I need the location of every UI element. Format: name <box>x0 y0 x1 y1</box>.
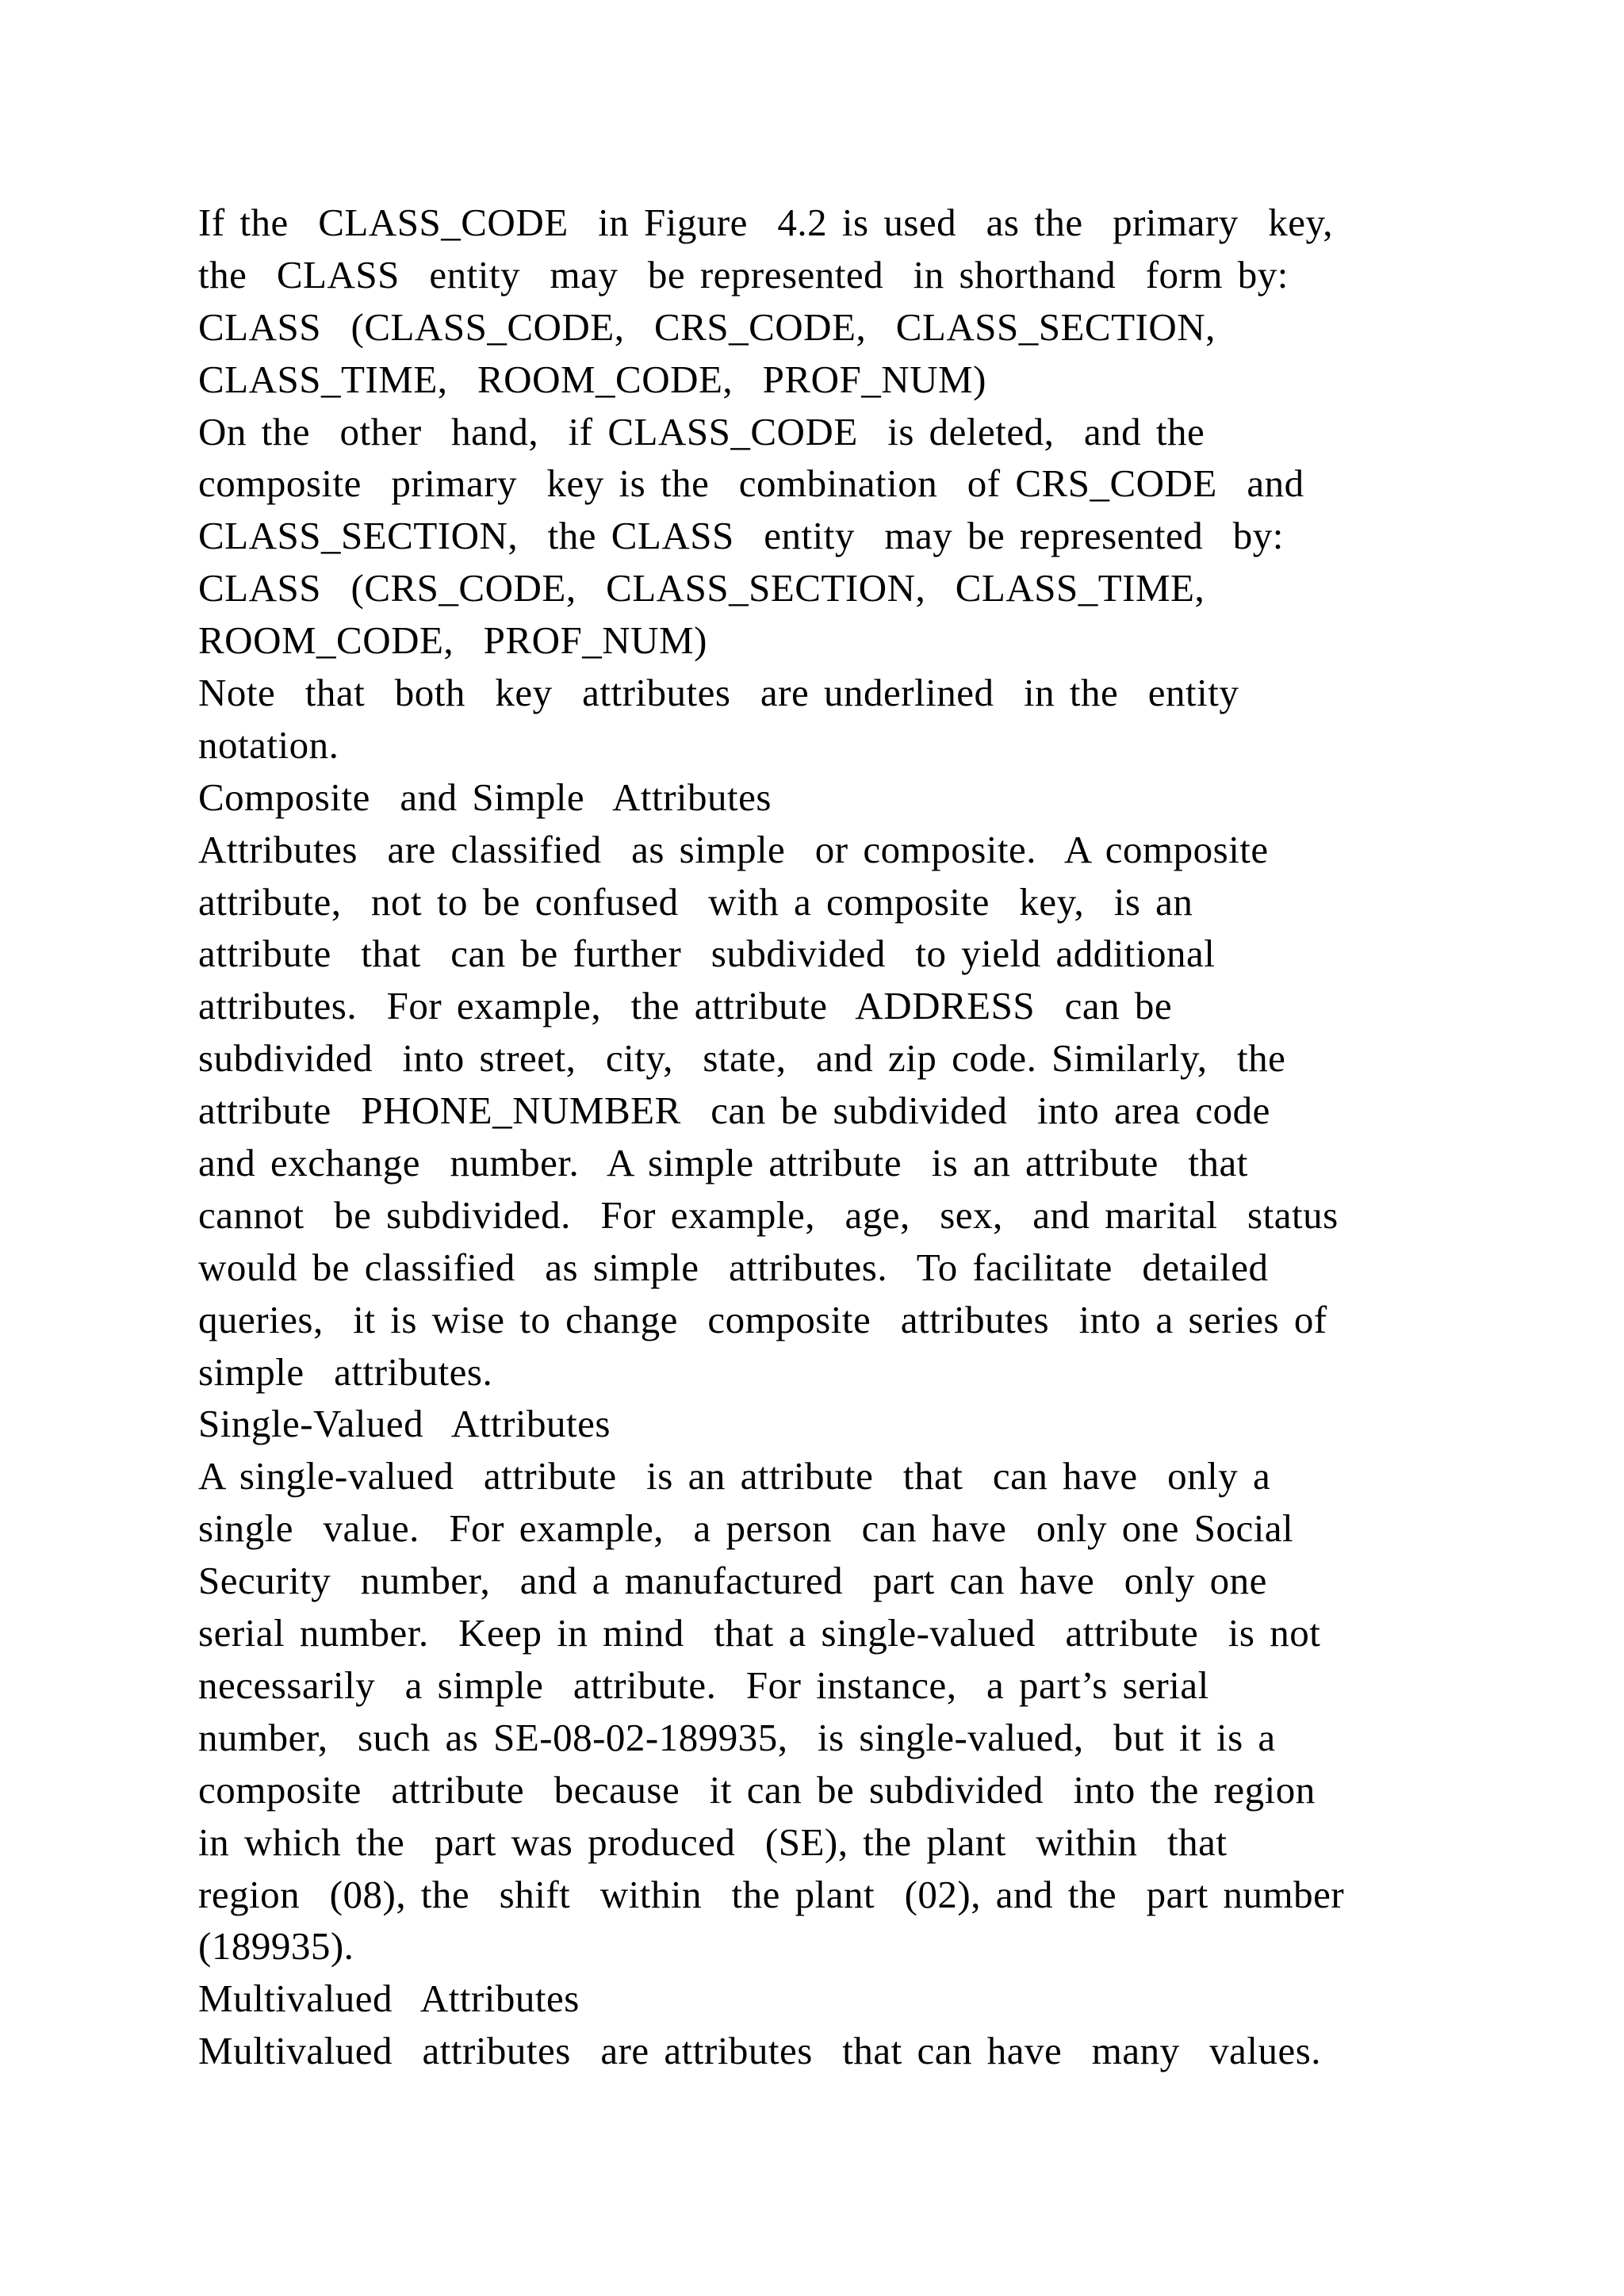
text-line: necessarily a simple attribute. For instance, a part’s serial <box>198 1663 1209 1707</box>
text-line: CLASS (CLASS_CODE, CRS_CODE, CLASS_SECTION, <box>198 304 1216 349</box>
text-line: notation. <box>198 722 339 767</box>
text-line: Multivalued attributes are attributes that can have many values. <box>198 2029 1322 2073</box>
section-heading: Multivalued Attributes <box>198 1976 580 2021</box>
text-line: and exchange number. A simple attribute is an attribute that <box>198 1141 1248 1185</box>
text-line: attribute PHONE_NUMBER can be subdivided into area code <box>198 1089 1270 1133</box>
text-line: simple attributes. <box>198 1349 493 1394</box>
text-line: composite primary key is the combination of CRS_CODE and <box>198 461 1304 506</box>
text-line: cannot be subdivided. For example, age, sex, and marital status <box>198 1192 1339 1237</box>
text-line: composite attribute because it can be subdivided into the region <box>198 1767 1316 1812</box>
text-line: ROOM_CODE, PROF_NUM) <box>198 618 707 663</box>
text-line: CLASS_TIME, ROOM_CODE, PROF_NUM) <box>198 357 986 401</box>
text-line: single value. For example, a person can have only one Social <box>198 1506 1294 1551</box>
text-line: CLASS_SECTION, the CLASS entity may be represented by: <box>198 514 1284 558</box>
text-line: Attributes are classified as simple or composite. A composite <box>198 827 1269 871</box>
text-line: serial number. Keep in mind that a single-valued attribute is not <box>198 1611 1321 1655</box>
text-line: the CLASS entity may be represented in shorthand form by: <box>198 252 1289 297</box>
text-line: attributes. For example, the attribute ADDRESS can be <box>198 984 1173 1028</box>
text-line: in which the part was produced (SE), the plant within that <box>198 1820 1228 1864</box>
text-line: number, such as SE-08-02-189935, is single-valued, but it is a <box>198 1715 1276 1759</box>
text-line: attribute that can be further subdivided to yield additional <box>198 932 1216 976</box>
text-line: A single-valued attribute is an attribute that can have only a <box>198 1454 1271 1498</box>
text-line: queries, it is wise to change composite attributes into a series of <box>198 1297 1327 1341</box>
text-line: Note that both key attributes are underlined in the entity <box>198 671 1239 715</box>
text-line: If the CLASS_CODE in Figure 4.2 is used as the primary key, <box>198 201 1334 244</box>
document-body-text <box>198 197 1483 2077</box>
text-line: Security number, and a manufactured part can have only one <box>198 1559 1267 1603</box>
text-line: would be classified as simple attributes. To facilitate detailed <box>198 1245 1269 1289</box>
text-line: (189935). <box>198 1924 354 1969</box>
text-line: CLASS (CRS_CODE, CLASS_SECTION, CLASS_TIME, <box>198 566 1205 610</box>
text-line: region (08), the shift within the plant (02), and the part number <box>198 1872 1345 1916</box>
text-line: On the other hand, if CLASS_CODE is deleted, and the <box>198 409 1205 453</box>
section-heading: Composite and Simple Attributes <box>198 775 772 819</box>
text-line: attribute, not to be confused with a composite key, is an <box>198 879 1193 924</box>
section-heading: Single-Valued Attributes <box>198 1402 611 1446</box>
text-line: subdivided into street, city, state, and zip code. Similarly, the <box>198 1036 1286 1081</box>
